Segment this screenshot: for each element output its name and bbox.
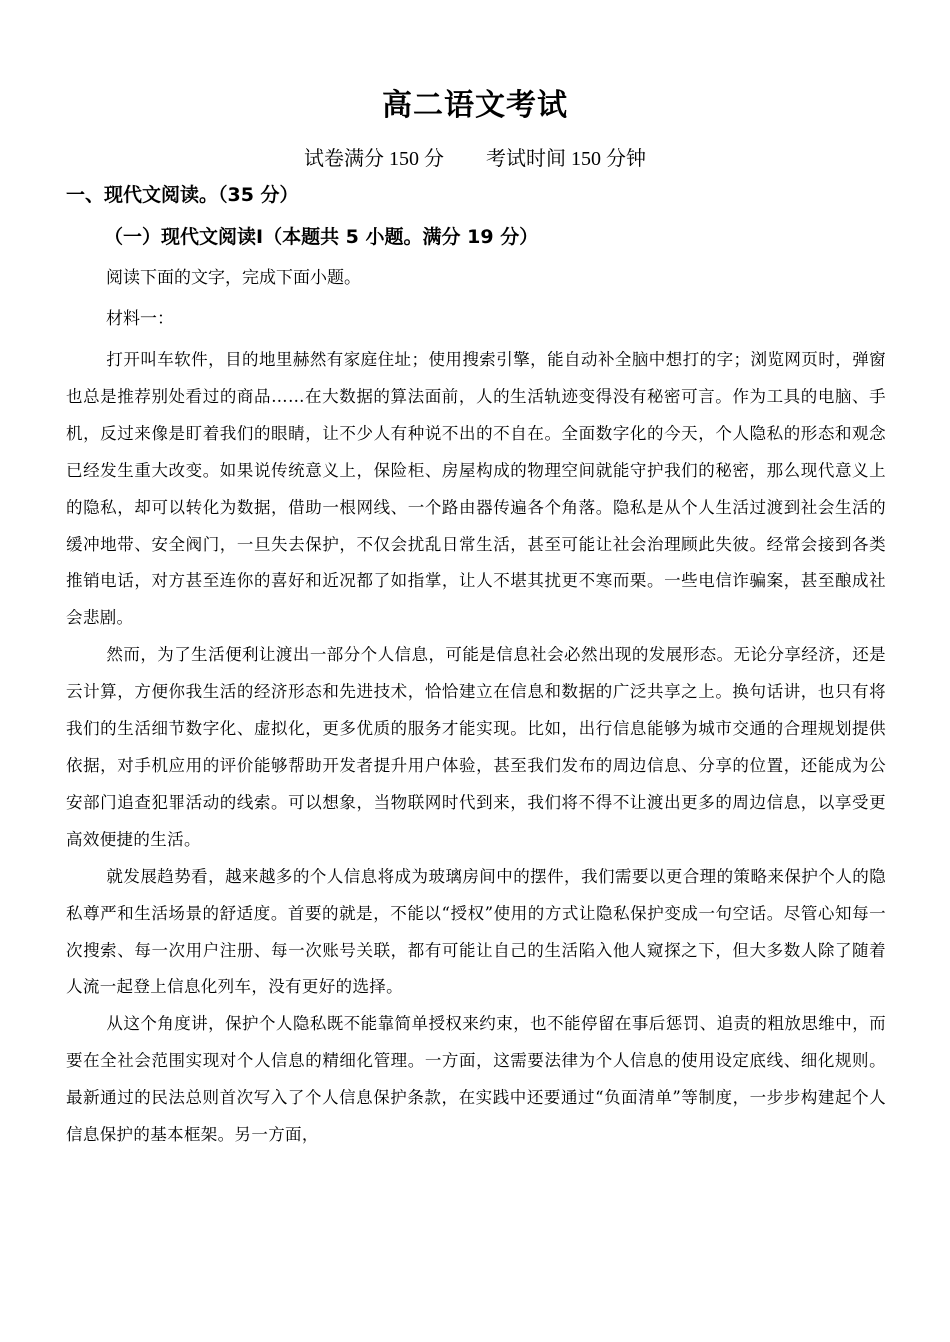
section-heading: 一、现代文阅读。（35 分） <box>66 184 299 206</box>
subsection-heading: （一）现代文阅读Ⅰ（本题共 5 小题。满分 19 分） <box>104 226 539 248</box>
page-title: 高二语文考试 <box>382 88 568 123</box>
reading-instruction: 阅读下面的文字，完成下面小题。 <box>106 268 361 287</box>
exam-info <box>0 144 950 174</box>
passage-body <box>66 342 886 1154</box>
exam-time-text: 考试时间 150 分钟 <box>486 148 646 170</box>
passage-paragraph: 然而，为了生活便利让渡出一部分个人信息，可能是信息社会必然出现的发展形态。无论分享经济，还是云计算，方便你我生活的经济形态和先进技术，恰恰建立在信息和数据的广泛共享之上。换句话讲，也只有将我们的生活细节数字化、虚拟化，更多优质的服务才能实现。比如，出行信息能够为城市交通的合理规划提供依据，对手机应用的评价能够帮助开发者提升用户体验，甚至我们发布的周边信息、分享的位置，还能成为公安部门追查犯罪活动的线索。可以想象，当物联网时代到来，我们将不得不让渡出更多的周边信息，以享受更高效便捷的生活。 <box>66 645 886 849</box>
passage-paragraph: 就发展趋势看，越来越多的个人信息将成为玻璃房间中的摆件，我们需要以更合理的策略来保护个人的隐私尊严和生活场景的舒适度。首要的就是，不能以“授权”使用的方式让隐私保护变成一句空话。尽管心知每一次搜索、每一次用户注册、每一次账号关联，都有可能让自己的生活陷入他人窥探之下，但大多数人除了随着人流一起登上信息化列车，没有更好的选择。 <box>66 866 886 997</box>
passage-paragraph: 打开叫车软件，目的地里赫然有家庭住址；使用搜索引擎，能自动补全脑中想打的字；浏览网页时，弹窗也总是推荐别处看过的商品……在大数据的算法面前，人的生活轨迹变得没有秘密可言。作为工具的电脑、手机，反过来像是盯着我们的眼睛，让不少人有种说不出的不自在。全面数字化的今天，个人隐私的形态和观念已经发生重大改变。如果说传统意义上，保险柜、房屋构成的物理空间就能守护我们的秘密，那么现代意义上的隐私，却可以转化为数据，借助一根网线、一个路由器传遍各个角落。隐私是从个人生活过渡到社会生活的缓冲地带、安全阀门，一旦失去保护，不仅会扰乱日常生活，甚至可能让社会治理顾此失彼。经常会接到各类推销电话，对方甚至连你的喜好和近况都了如指掌，让人不堪其扰更不寒而栗。一些电信诈骗案，甚至酿成社会悲剧。 <box>66 350 886 628</box>
passage-paragraph: 从这个角度讲，保护个人隐私既不能靠简单授权来约束，也不能停留在事后惩罚、追责的粗放思维中，而要在全社会范围实现对个人信息的精细化管理。一方面，这需要法律为个人信息的使用设定底线、细化规则。最新通过的民法总则首次写入了个人信息保护条款，在实践中还要通过“负面清单”等制度，一步步构建起个人信息保护的基本框架。另一方面， <box>66 1014 886 1145</box>
material-label: 材料一： <box>106 309 174 328</box>
full-score-text: 试卷满分 150 分 <box>304 148 444 170</box>
